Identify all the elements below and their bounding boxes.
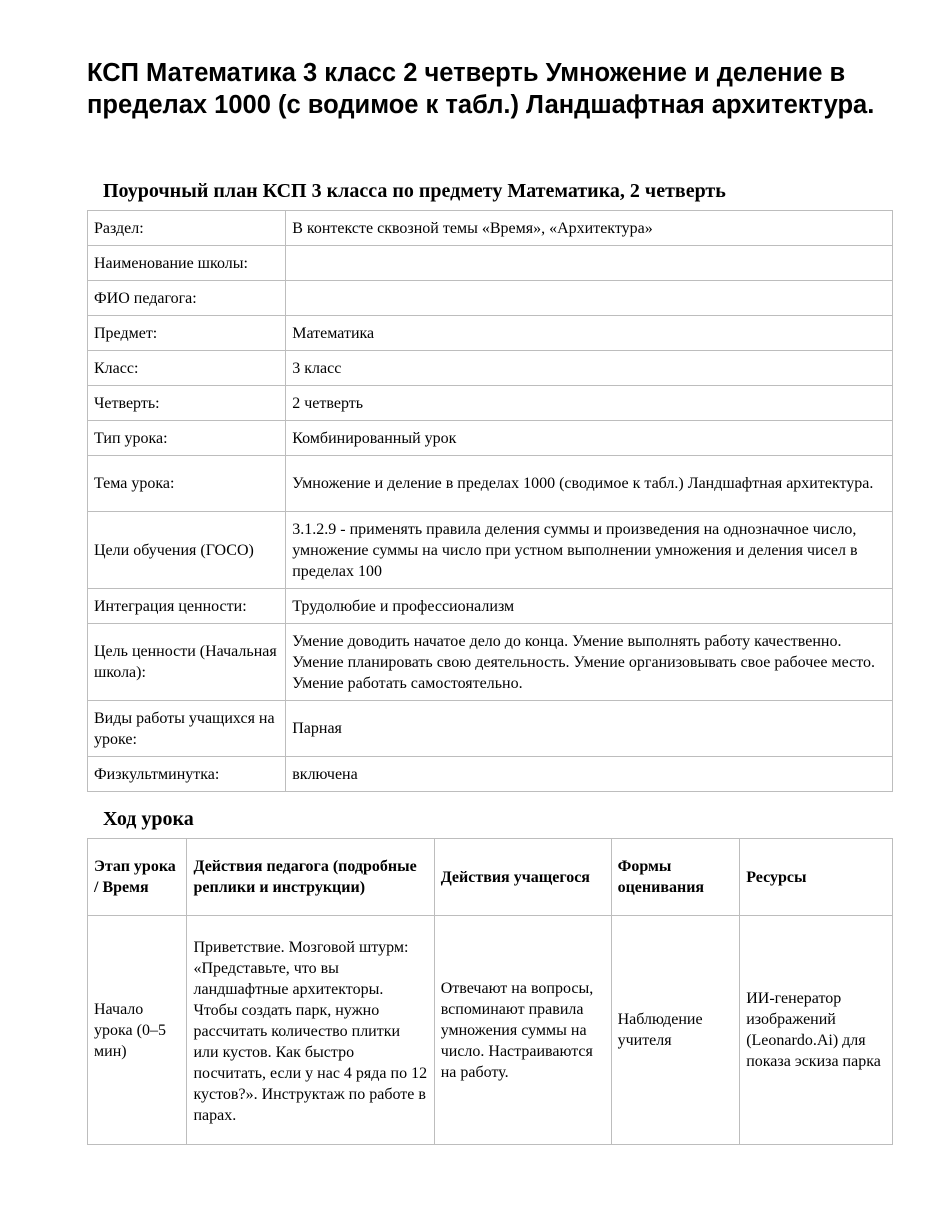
column-header-teacher-actions: Действия педагога (подробные реплики и инструкции) bbox=[187, 839, 434, 916]
row-value: Парная bbox=[286, 701, 893, 757]
table-row bbox=[88, 316, 893, 351]
row-label: ФИО педагога: bbox=[88, 281, 286, 316]
row-label: Физкультминутка: bbox=[88, 757, 286, 792]
row-label: Виды работы учащихся на уроке: bbox=[88, 701, 286, 757]
table-row bbox=[88, 701, 893, 757]
row-value: Умножение и деление в пределах 1000 (сводимое к табл.) Ландшафтная архитектура. bbox=[286, 456, 893, 512]
column-header-student-actions: Действия учащегося bbox=[434, 839, 611, 916]
document-title: КСП Математика 3 класс 2 четверть Умножение и деление в пределах 1000 (с водимое к табл.) Ландшафтная архитектура. bbox=[87, 59, 875, 119]
table-row bbox=[88, 512, 893, 589]
row-value: Трудолюбие и профессионализм bbox=[286, 589, 893, 624]
row-value: 3.1.2.9 - применять правила деления суммы и произведения на однозначное число, умножение суммы на число при устном выполнении умножения и деления чисел в пределах 100 bbox=[286, 512, 893, 589]
row-label: Интеграция ценности: bbox=[88, 589, 286, 624]
row-label: Цель ценности (Начальная школа): bbox=[88, 624, 286, 701]
cell-teacher-actions: Приветствие. Мозговой штурм: «Представьте, что вы ландшафтные архитекторы. Чтобы создать парк, нужно рассчитать количество плитки или кустов. Как быстро посчитать, если у нас 4 ряда по 12 кустов?». Инструктаж по работе в парах. bbox=[187, 916, 434, 1145]
column-header-assessment: Формы оценивания bbox=[611, 839, 740, 916]
lesson-progress-heading: Ход урока bbox=[103, 808, 194, 830]
row-value: 3 класс bbox=[286, 351, 893, 386]
table-row bbox=[88, 624, 893, 701]
row-value: включена bbox=[286, 757, 893, 792]
table-header-row bbox=[88, 839, 893, 916]
lesson-progress-table bbox=[87, 838, 893, 1145]
cell-student-actions: Отвечают на вопросы, вспоминают правила умножения суммы на число. Настраиваются на работу. bbox=[434, 916, 611, 1145]
table-row bbox=[88, 386, 893, 421]
column-header-stage: Этап урока / Время bbox=[88, 839, 187, 916]
row-value: Математика bbox=[286, 316, 893, 351]
row-label: Предмет: bbox=[88, 316, 286, 351]
cell-assessment: Наблюдение учителя bbox=[611, 916, 740, 1145]
table-row bbox=[88, 351, 893, 386]
row-value: Умение доводить начатое дело до конца. Умение выполнять работу качественно. Умение планировать свою деятельность. Умение организовывать свое рабочее место. Умение работать самостоятельно. bbox=[286, 624, 893, 701]
lesson-info-table bbox=[87, 210, 893, 792]
row-value bbox=[286, 281, 893, 316]
plan-heading: Поурочный план КСП 3 класса по предмету Математика, 2 четверть bbox=[103, 180, 726, 202]
table-row bbox=[88, 757, 893, 792]
row-value: В контексте сквозной темы «Время», «Архитектура» bbox=[286, 211, 893, 246]
row-label: Класс: bbox=[88, 351, 286, 386]
row-label: Тип урока: bbox=[88, 421, 286, 456]
row-label: Тема урока: bbox=[88, 456, 286, 512]
row-label: Четверть: bbox=[88, 386, 286, 421]
table-row bbox=[88, 589, 893, 624]
table-row bbox=[88, 421, 893, 456]
table-row bbox=[88, 916, 893, 1145]
cell-resources: ИИ-генератор изображений (Leonardo.Ai) для показа эскиза парка bbox=[740, 916, 893, 1145]
column-header-resources: Ресурсы bbox=[740, 839, 893, 916]
row-label: Цели обучения (ГОСО) bbox=[88, 512, 286, 589]
row-label: Раздел: bbox=[88, 211, 286, 246]
table-row bbox=[88, 246, 893, 281]
table-row bbox=[88, 281, 893, 316]
cell-stage: Начало урока (0–5 мин) bbox=[88, 916, 187, 1145]
row-label: Наименование школы: bbox=[88, 246, 286, 281]
row-value bbox=[286, 246, 893, 281]
row-value: Комбинированный урок bbox=[286, 421, 893, 456]
table-row bbox=[88, 456, 893, 512]
table-row bbox=[88, 211, 893, 246]
row-value: 2 четверть bbox=[286, 386, 893, 421]
